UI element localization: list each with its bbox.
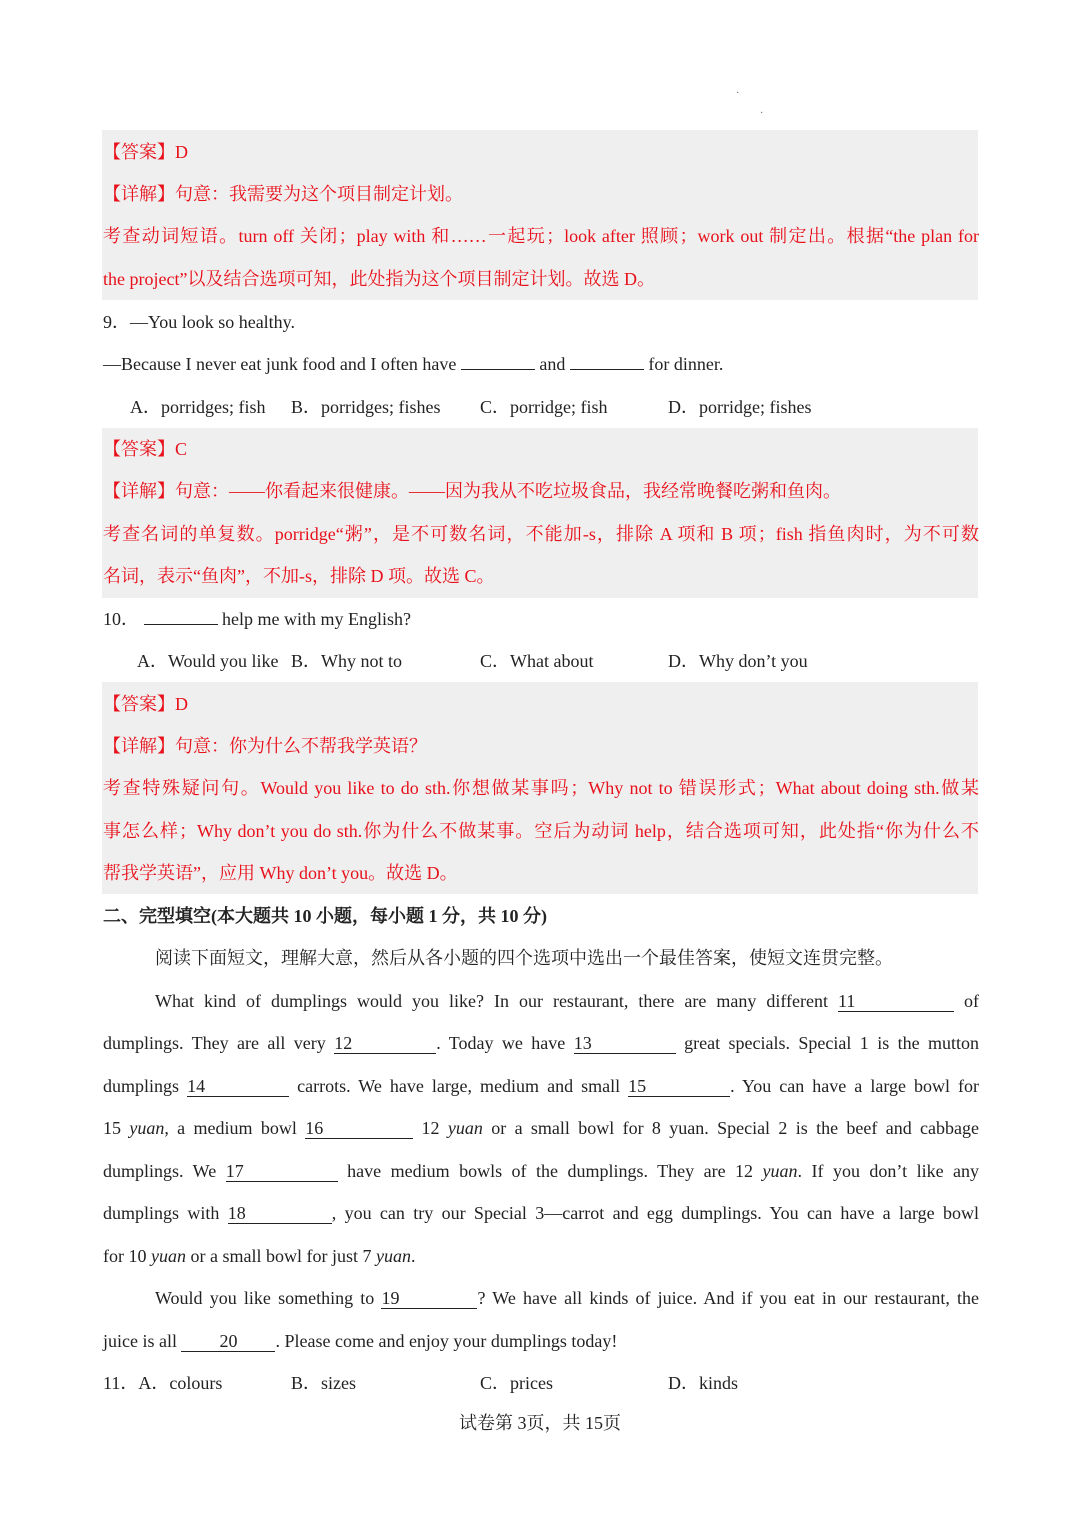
text: Would you like something to	[155, 1288, 375, 1308]
analysis-q9-line2: 名词，表示“鱼肉”，不加-s，排除 D 项。故选 C。	[103, 566, 495, 586]
q11-option-a: 11．A．colours	[103, 1373, 223, 1393]
italic-yuan: yuan	[762, 1161, 798, 1181]
text: dumplings. They are all very	[103, 1033, 326, 1053]
text: —Because I never eat junk food and I often have	[103, 354, 457, 374]
italic-yuan: yuan	[129, 1118, 165, 1138]
question-9-stem: 9．—You look so healthy.	[103, 312, 296, 332]
text: or a small bowl for 8 yuan. Special 2 is the beef and cabbage	[491, 1118, 980, 1138]
passage-line-5	[103, 1150, 979, 1192]
text: What kind of dumplings would you like? In our restaurant, there are many different	[155, 991, 828, 1011]
header-dot: ·	[736, 88, 740, 99]
blank-12: 12	[334, 1033, 436, 1054]
passage-line-9	[103, 1320, 979, 1362]
analysis-q8-line1: 考查动词短语。turn off 关闭；play with 和……一起玩；look after 照顾；work out 制定出。根据“the plan for	[103, 226, 979, 246]
text: , a medium bowl	[164, 1118, 297, 1138]
blank-17: 17	[226, 1161, 338, 1182]
analysis-q9-line1: 考查名词的单复数。porridge“粥”，是不可数名词，不能加-s，排除 A 项和 B 项；fish 指鱼肉时，为不可数	[103, 524, 979, 544]
text: have medium bowls of the dumplings. They are 12	[347, 1161, 754, 1181]
section-title: 二、完型填空(本大题共 10 小题，每小题 1 分，共 10 分)	[103, 906, 547, 926]
text: . Please come and enjoy your dumplings today!	[275, 1331, 618, 1351]
question-number: 10．	[103, 609, 139, 629]
text: dumplings with	[103, 1203, 220, 1223]
q10-option-a: A．Would you like	[137, 651, 279, 671]
passage-line-1	[155, 980, 979, 1022]
page-footer: 试卷第 3页，共 15页	[459, 1413, 621, 1433]
blank-11: 11	[838, 991, 954, 1012]
q10-option-c: C．What about	[480, 651, 594, 671]
detail-q8: 【详解】句意：我需要为这个项目制定计划。	[103, 184, 463, 204]
italic-yuan: yuan	[151, 1246, 186, 1266]
q11-option-b: B．sizes	[291, 1373, 356, 1393]
text: dumplings	[103, 1076, 180, 1096]
text: of	[964, 991, 979, 1011]
q11-option-c: C．prices	[480, 1373, 553, 1393]
question-9-dialog	[103, 343, 979, 385]
text: help me with my English?	[222, 609, 411, 629]
passage-line-4	[103, 1107, 979, 1149]
blank-14: 14	[187, 1076, 289, 1097]
blank-20: 20	[181, 1331, 275, 1352]
text: and	[539, 354, 566, 374]
text: dumplings. We	[103, 1161, 217, 1181]
analysis-q10-line3: 帮我学英语”，应用 Why don’t you。故选 D。	[103, 863, 458, 883]
italic-yuan: yuan	[375, 1246, 411, 1266]
text: for 10	[103, 1246, 147, 1266]
blank-19: 19	[381, 1288, 477, 1309]
analysis-q10-line2: 事怎么样；Why don’t you do sth.你为什么不做某事。空后为动词 help，结合选项可知，此处指“你为什么不	[103, 821, 979, 841]
question-10-stem	[103, 598, 979, 640]
q9-option-b: B．porridges; fishes	[291, 397, 441, 417]
blank	[144, 604, 218, 625]
text: great specials. Special 1 is the mutton	[684, 1033, 980, 1053]
blank-16: 16	[305, 1118, 413, 1139]
text: ? We have all kinds of juice. And if you eat in our restaurant, the	[477, 1288, 979, 1308]
text: 12	[421, 1118, 440, 1138]
passage-line-7	[103, 1235, 979, 1277]
blank	[461, 349, 535, 370]
blank-13: 13	[574, 1033, 676, 1054]
text: or a small bowl for just 7	[190, 1246, 372, 1266]
section-instruction: 阅读下面短文，理解大意，然后从各小题的四个选项中选出一个最佳答案，使短文连贯完整。	[155, 948, 893, 968]
q9-option-d: D．porridge; fishes	[668, 397, 812, 417]
blank	[570, 349, 644, 370]
text: juice is all	[103, 1331, 177, 1351]
text: . Today we have	[436, 1033, 566, 1053]
answer-q10: 【答案】D	[103, 694, 188, 714]
analysis-q8-line2: the project”以及结合选项可知，此处指为这个项目制定计划。故选 D。	[103, 269, 655, 289]
blank-15: 15	[628, 1076, 730, 1097]
answer-q9: 【答案】C	[103, 439, 188, 459]
text: . If you don’t like any	[797, 1161, 980, 1181]
q9-option-c: C．porridge; fish	[480, 397, 608, 417]
text: 15	[103, 1118, 121, 1138]
passage-line-2	[103, 1022, 979, 1064]
passage-line-8	[155, 1277, 979, 1319]
detail-q9: 【详解】句意：——你看起来很健康。——因为我从不吃垃圾食品，我经常晚餐吃粥和鱼肉。	[103, 481, 841, 501]
answer-q8: 【答案】D	[103, 142, 188, 162]
passage-line-6	[103, 1192, 979, 1234]
text: carrots. We have large, medium and small	[297, 1076, 621, 1096]
passage-line-3	[103, 1065, 979, 1107]
text: . You can have a large bowl for	[730, 1076, 980, 1096]
analysis-q10-line1: 考查特殊疑问句。Would you like to do sth.你想做某事吗；Why not to 错误形式；What about doing sth.做某	[103, 778, 979, 798]
q9-option-a: A．porridges; fish	[130, 397, 266, 417]
text: for dinner.	[648, 354, 724, 374]
q11-option-d: D．kinds	[668, 1373, 739, 1393]
q10-option-d: D．Why don’t you	[668, 651, 808, 671]
detail-q10: 【详解】句意：你为什么不帮我学英语？	[103, 736, 427, 756]
q10-option-b: B．Why not to	[291, 651, 402, 671]
blank-18: 18	[228, 1203, 332, 1224]
header-dot: ·	[760, 108, 764, 119]
text: , you can try our Special 3—carrot and egg dumplings. You can have a large bowl	[331, 1203, 979, 1223]
italic-yuan: yuan	[447, 1118, 483, 1138]
text: .	[410, 1246, 416, 1266]
